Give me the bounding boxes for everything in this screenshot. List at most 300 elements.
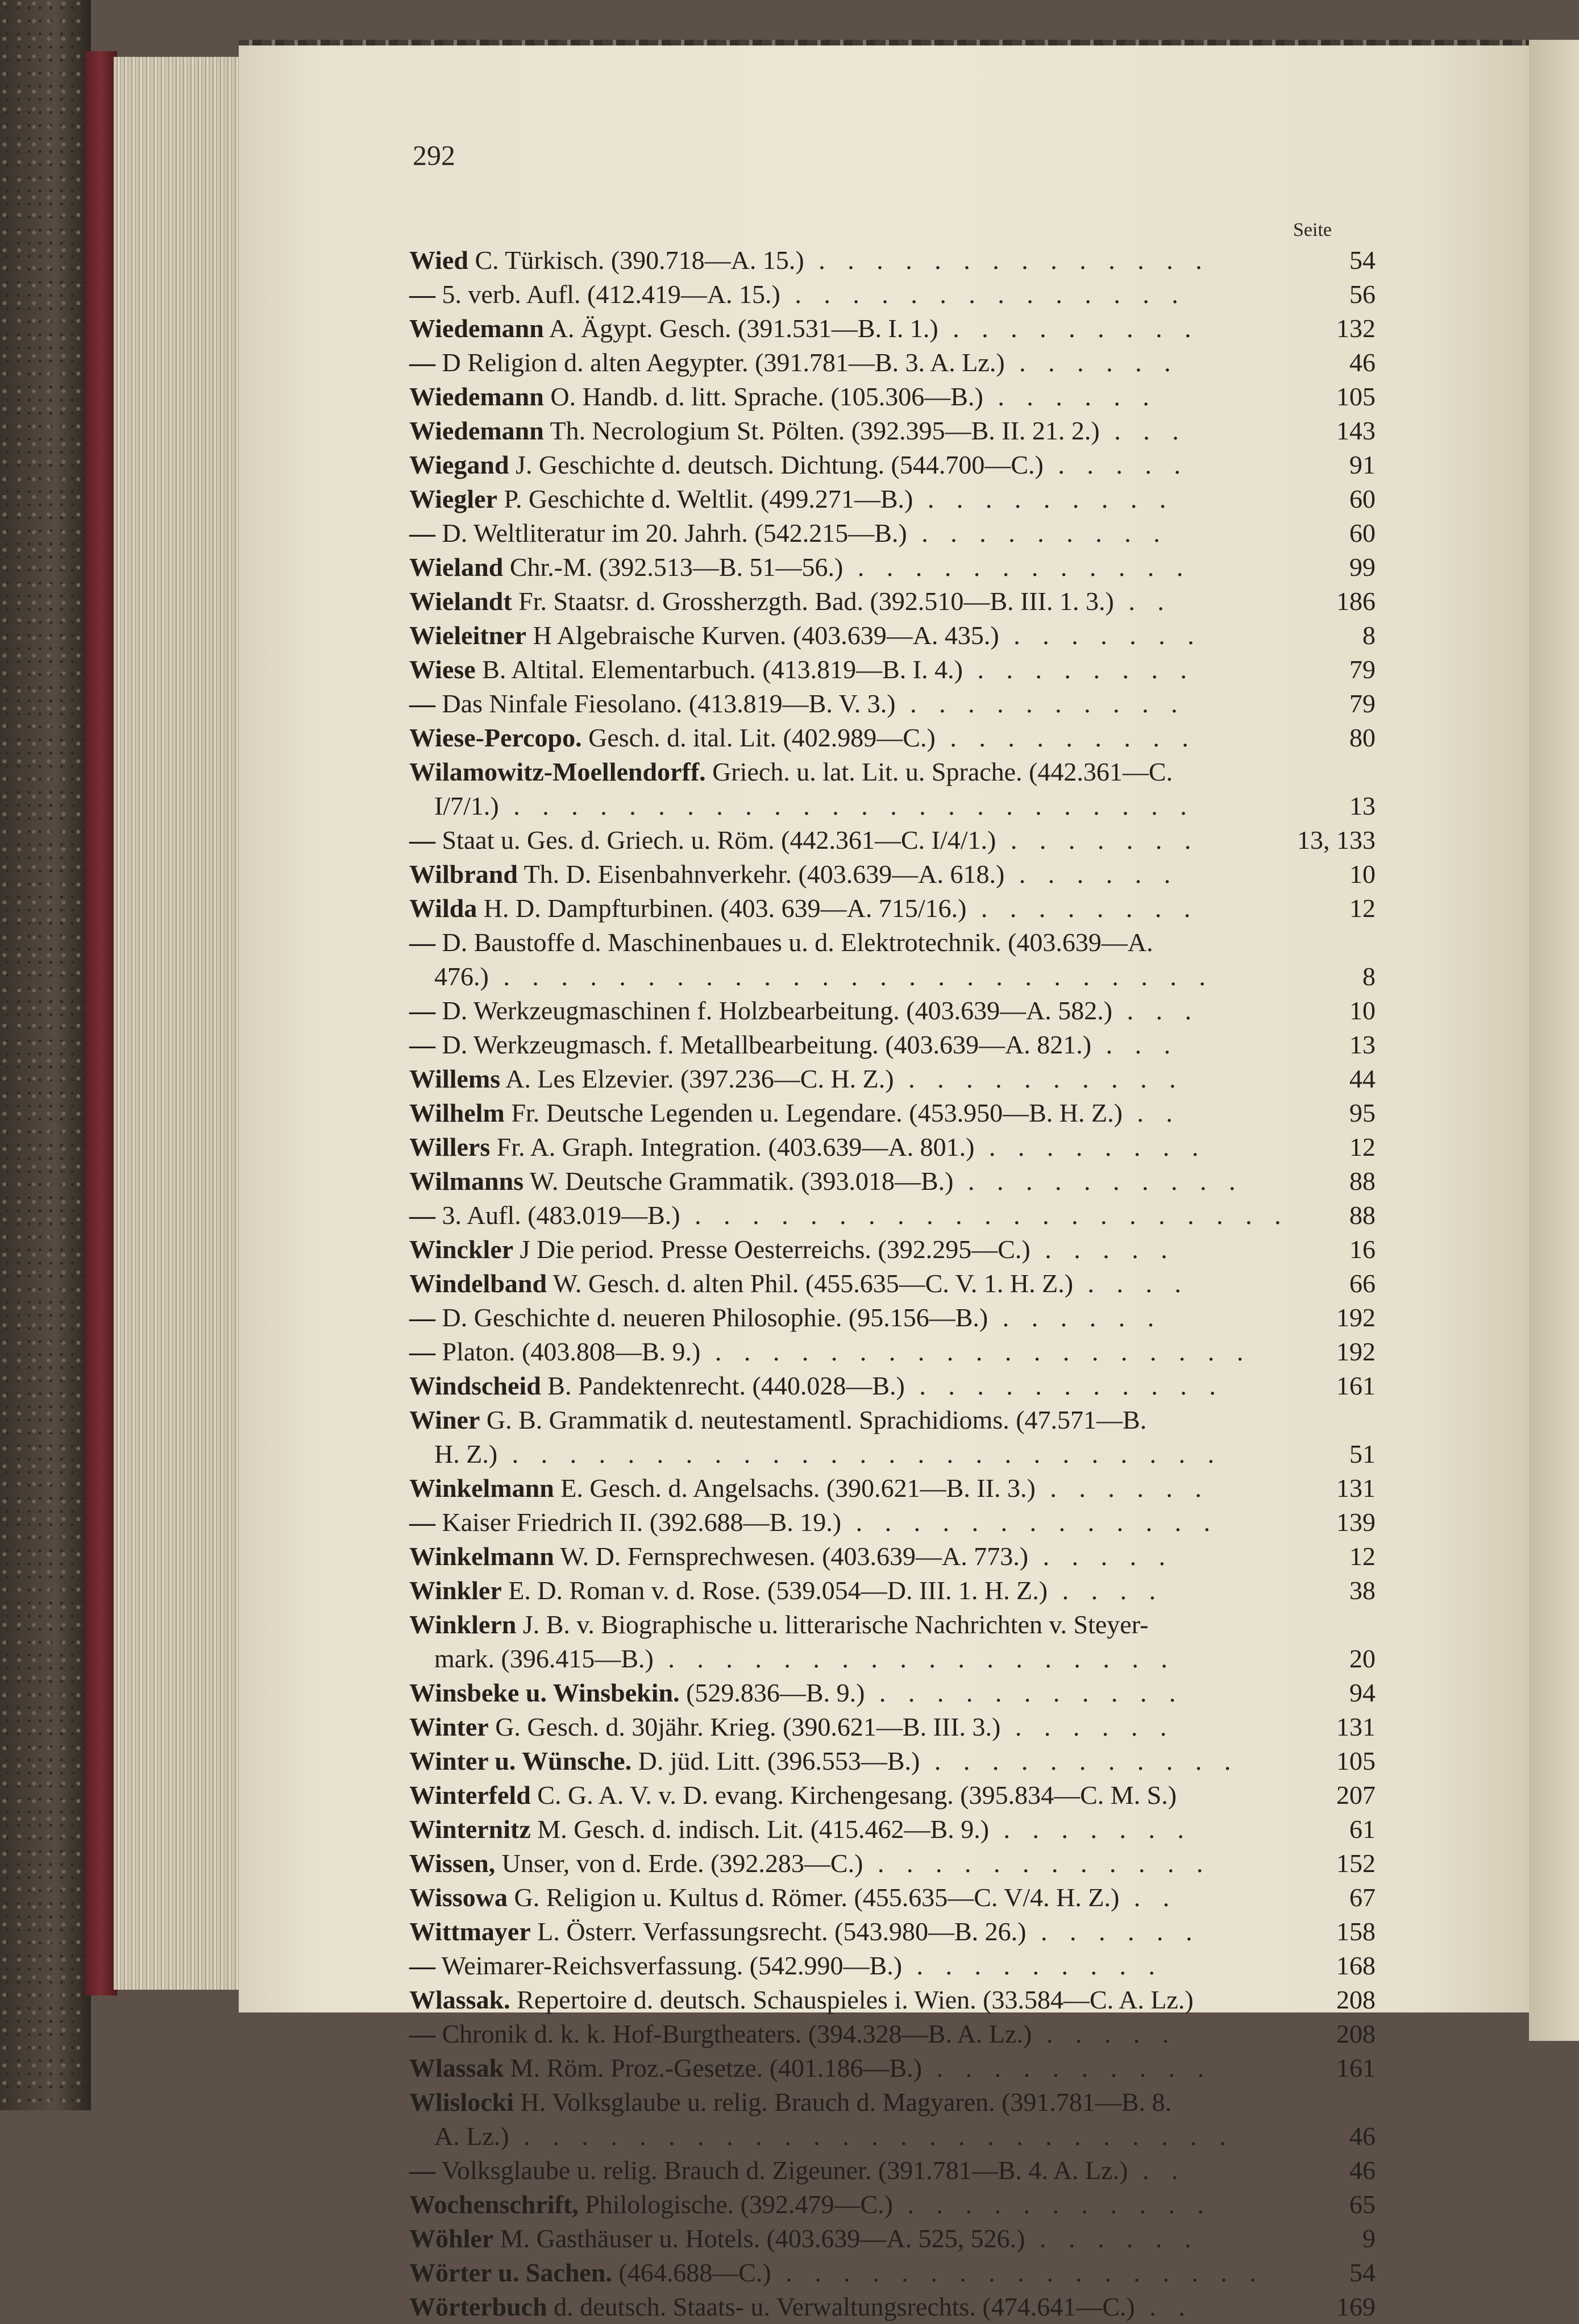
index-entry: [409, 1403, 1376, 1471]
entry-headword: —: [409, 928, 435, 957]
entry-title: C. Türkisch. (390.718—A. 15.): [468, 246, 804, 275]
index-entry: [409, 550, 1376, 584]
entry-headword: Wörterbuch: [409, 2292, 547, 2321]
entry-text: [409, 482, 1174, 516]
entry-text: [409, 653, 1195, 687]
entry-headword: —: [409, 1201, 435, 1230]
entry-text: [409, 1915, 1200, 1949]
entry-text: [409, 1130, 1206, 1164]
index-entry: [409, 1710, 1376, 1744]
entry-page-number: 99: [1349, 553, 1376, 582]
entry-text: [409, 1471, 1210, 1505]
index-entry: [409, 380, 1376, 414]
leader-dots: . . . . . . . . . . .: [904, 1371, 1224, 1400]
entry-headword: —: [409, 1337, 435, 1366]
entry-headword: Wiegand: [409, 450, 509, 479]
entry-title: G. Religion u. Kultus d. Römer. (455.635—C. V/4. H. Z.): [507, 1883, 1120, 1912]
entry-page-number: 13: [1349, 1030, 1376, 1059]
entry-page-number: 46: [1349, 2156, 1376, 2185]
entry-headword: Wiedemann: [409, 382, 544, 411]
leader-dots: . . .: [1091, 1030, 1179, 1059]
entry-title: Chronik d. k. k. Hof-Burgtheaters. (394.328—B. A. Lz.): [435, 2019, 1032, 2048]
entry-headword: Willems: [409, 1064, 501, 1093]
entry-title: M. Röm. Proz.-Gesetze. (401.186—B.): [504, 2053, 923, 2082]
leader-dots: . . . . . . . . . . . . . .: [804, 246, 1210, 275]
entry-title: W. D. Fernsprechwesen. (403.639—A. 773.): [554, 1542, 1029, 1571]
entry-title: Griech. u. lat. Lit. u. Sprache. (442.361—C.: [705, 757, 1173, 786]
entry-headword: Wiese-Percopo.: [409, 723, 582, 752]
index-entry: [409, 1096, 1376, 1130]
entry-continuation: [434, 960, 1214, 994]
entry-title: M. Gasthäuser u. Hotels. (403.639—A. 525, 526.): [493, 2224, 1025, 2253]
index-entry: [409, 755, 1376, 823]
book-binding: [85, 51, 117, 1995]
entry-text: [409, 550, 1191, 584]
entry-headword: —: [409, 280, 435, 309]
index-entry: [409, 2153, 1376, 2188]
entry-page-number: 12: [1349, 894, 1376, 923]
entry-text: [409, 1949, 1163, 1983]
entry-headword: —: [409, 1508, 435, 1537]
entry-title: Unser, von d. Erde. (392.283—C.): [495, 1849, 863, 1878]
leader-dots: . . . . . . . . . .: [895, 689, 1186, 718]
entry-page-number: 13: [1349, 791, 1376, 820]
index-entry: [409, 2051, 1376, 2085]
leader-dots: . . . . . . . . .: [902, 1951, 1164, 1980]
entry-title: Th. Necrologium St. Pölten. (392.395—B. II. 21. 2.): [543, 416, 1100, 445]
entry-page-number: 152: [1336, 1849, 1376, 1878]
index-entry: [409, 1846, 1376, 1881]
index-entry: [409, 2188, 1376, 2222]
entry-text: [409, 687, 1186, 721]
entry-page-number: 88: [1349, 1201, 1376, 1230]
index-entry: [409, 2290, 1376, 2324]
entry-text: [409, 1846, 1211, 1881]
entry-headword: Windelband: [409, 1269, 547, 1298]
entry-page-number: 207: [1336, 1781, 1376, 1810]
entry-title: D. Werkzeugmaschinen f. Holzbearbeitung. (403.639—A. 582.): [435, 996, 1113, 1025]
entry-title: (529.836—B. 9.): [679, 1678, 865, 1707]
leader-dots: . . . . . . . . .: [907, 518, 1168, 547]
leader-dots: . . . . . . . .: [962, 655, 1195, 684]
index-entry: [409, 891, 1376, 926]
index-entry: [409, 1369, 1376, 1403]
entry-continuation: [434, 2119, 1234, 2153]
entry-text: [409, 891, 1198, 926]
entry-text: [409, 2085, 1171, 2119]
entry-page-number: 20: [1349, 1644, 1376, 1673]
entry-headword: Winkler: [409, 1576, 502, 1605]
index-entry: [409, 2017, 1376, 2051]
entry-page-number: 131: [1336, 1712, 1376, 1741]
leader-dots: . . . . . .: [1026, 1917, 1200, 1946]
page-number: 292: [413, 139, 455, 171]
entry-headword: Wiegler: [409, 484, 497, 513]
index-entry: [409, 1574, 1376, 1608]
entry-text: [409, 312, 1199, 346]
leader-dots: . . . . . . .: [999, 621, 1202, 650]
entry-continuation: [434, 1642, 1175, 1676]
leader-dots: . . .: [1099, 416, 1187, 445]
entry-text: [409, 1539, 1173, 1574]
leader-dots: . . . . . . . . . . . . . . . . . . . . .: [680, 1201, 1289, 1230]
entry-page-number: 105: [1336, 1746, 1376, 1775]
leader-dots: . . . . . . . . . . . . . . . . . . .: [700, 1337, 1252, 1366]
index-entry: [409, 2222, 1376, 2256]
entry-text: [409, 755, 1173, 789]
entry-headword: Winterfeld: [409, 1781, 531, 1810]
leader-dots: . . . . . .: [983, 382, 1157, 411]
entry-page-number: 168: [1336, 1951, 1376, 1980]
leader-dots: . . . . . . . . . .: [894, 1064, 1184, 1093]
entry-text: [409, 584, 1172, 619]
leader-dots: . .: [1113, 587, 1172, 616]
entry-title: E. Gesch. d. Angelsachs. (390.621—B. II. 3.): [554, 1474, 1036, 1503]
index-entry: [409, 277, 1376, 312]
entry-text: [409, 2153, 1186, 2188]
entry-title: Volksglaube u. relig. Brauch d. Zigeuner. (391.781—B. 4. A. Lz.): [435, 2156, 1128, 2185]
entry-page-number: 95: [1349, 1098, 1376, 1127]
entry-title: O. Handb. d. litt. Sprache. (105.306—B.): [543, 382, 983, 411]
entry-page-number: 12: [1349, 1542, 1376, 1571]
entry-text: [409, 346, 1179, 380]
leader-dots: . . . . . . . . . .: [922, 2053, 1212, 2082]
entry-text: [409, 414, 1187, 448]
entry-headword: Wlassak: [409, 2053, 504, 2082]
leader-dots: . . . . . .: [1004, 860, 1179, 889]
leader-dots: . . . . .: [1032, 2019, 1177, 2048]
entry-headword: Winternitz: [409, 1815, 531, 1844]
leader-dots: . . . . . . . . . . . .: [863, 1849, 1211, 1878]
entry-headword: Winkelmann: [409, 1474, 554, 1503]
entry-title: D. Weltliteratur im 20. Jahrh. (542.215—B.): [435, 518, 907, 547]
index-entry: [409, 1198, 1376, 1232]
entry-headword: —: [409, 518, 435, 547]
entry-title: Kaiser Friedrich II. (392.688—B. 19.): [435, 1508, 842, 1537]
index-entry: [409, 1335, 1376, 1369]
entry-headword: —: [409, 996, 435, 1025]
index-entry: [409, 1676, 1376, 1710]
entry-title: Repertoire d. deutsch. Schauspieles i. Wien. (33.584—C. A. Lz.): [510, 1985, 1194, 2014]
index-entry: [409, 516, 1376, 550]
entry-title: B. Pandektenrecht. (440.028—B.): [541, 1371, 905, 1400]
index-entry: [409, 1983, 1376, 2017]
entry-headword: —: [409, 1030, 435, 1059]
leader-dots: . . . . . . . . .: [938, 314, 1199, 343]
entry-headword: —: [409, 1303, 435, 1332]
entry-text: [409, 1164, 1243, 1198]
entry-title: G. B. Grammatik d. neutestamentl. Sprachidioms. (47.571—B.: [480, 1405, 1147, 1434]
entry-continuation: [434, 1437, 1222, 1471]
index-entry: [409, 243, 1376, 277]
entry-text: [409, 1574, 1164, 1608]
entry-page-number: 44: [1349, 1064, 1376, 1093]
book-cover-board: [0, 0, 91, 2110]
entry-text: [409, 823, 1199, 857]
entry-title: W. Gesch. d. alten Phil. (455.635—C. V. 1. H. Z.): [547, 1269, 1074, 1298]
entry-page-number: 158: [1336, 1917, 1376, 1946]
leader-dots: . . . . . . . . .: [935, 723, 1196, 752]
entry-page-number: 161: [1336, 1371, 1376, 1400]
entry-title: C. G. A. V. v. D. evang. Kirchengesang. (395.834—C. M. S.): [530, 1781, 1177, 1810]
leader-dots: . . . . . .: [1035, 1474, 1210, 1503]
entry-page-number: 186: [1336, 587, 1376, 616]
entry-text: [409, 1710, 1174, 1744]
entry-page-number: 8: [1362, 621, 1376, 650]
entry-title: Staat u. Ges. d. Griech. u. Röm. (442.361—C. I/4/1.): [435, 825, 996, 854]
entry-page-number: 54: [1349, 2258, 1376, 2287]
entry-title: Weimarer-Reichsverfassung. (542.990—B.): [435, 1951, 903, 1980]
entry-title: Fr. A. Graph. Integration. (403.639—A. 801.): [490, 1132, 975, 1161]
leader-dots: . . . .: [1073, 1269, 1190, 1298]
index-entry: [409, 687, 1376, 721]
entry-text: [409, 1505, 1218, 1539]
index-entry: [409, 1062, 1376, 1096]
entry-title: D. Baustoffe d. Maschinenbaues u. d. Elektrotechnik. (403.639—A.: [435, 928, 1153, 957]
entry-text: [409, 1881, 1177, 1915]
entry-text: [409, 1778, 1177, 1812]
index-entry: [409, 1744, 1376, 1778]
entry-headword: Wissowa: [409, 1883, 508, 1912]
entry-page-number: 139: [1336, 1508, 1376, 1537]
entry-page-number: 13, 133: [1297, 825, 1376, 854]
entry-continuation-text: 476.): [434, 962, 489, 991]
entry-text: [409, 2017, 1177, 2051]
entry-title: Das Ninfale Fiesolano. (413.819—B. V. 3.): [435, 689, 896, 718]
index-entry: [409, 653, 1376, 687]
entry-text: [409, 1267, 1189, 1301]
entry-headword: Wlislocki: [409, 2088, 514, 2116]
entry-text: [409, 1028, 1178, 1062]
entry-page-number: 10: [1349, 996, 1376, 1025]
entry-page-number: 65: [1349, 2190, 1376, 2219]
entry-text: [409, 1369, 1224, 1403]
leader-dots: . . . . . . . . . . .: [920, 1746, 1239, 1775]
entry-page-number: 51: [1349, 1439, 1376, 1468]
index-entry: [409, 823, 1376, 857]
entry-page-number: 60: [1349, 484, 1376, 513]
entry-text: [409, 721, 1196, 755]
index-entry: [409, 414, 1376, 448]
leader-dots: . . . . . . . . . . . . . . . . . . . . . . . . .: [509, 2122, 1234, 2151]
leader-dots: . . . . . . . . . . . . . . . . . . . . . . . .: [498, 791, 1195, 820]
leader-dots: . . . . . . . . . .: [953, 1167, 1244, 1196]
index-entry: [409, 482, 1376, 516]
index-entry: [409, 1267, 1376, 1301]
entry-headword: Winter u. Wünsche.: [409, 1746, 632, 1775]
entry-page-number: 16: [1349, 1235, 1376, 1264]
entry-page-number: 208: [1336, 2019, 1376, 2048]
entry-title: E. D. Roman v. d. Rose. (539.054—D. III. 1. H. Z.): [501, 1576, 1048, 1605]
leader-dots: . .: [1122, 1098, 1181, 1127]
index-entry: [409, 584, 1376, 619]
entry-text: [409, 857, 1178, 891]
entry-title: B. Altital. Elementarbuch. (413.819—B. I. 4.): [475, 655, 963, 684]
leader-dots: . . . . . . . . . . . . . . . . .: [771, 2258, 1264, 2287]
entry-text: [409, 2222, 1199, 2256]
leader-dots: . . . . . . . . . . . . .: [841, 1508, 1219, 1537]
entry-text: [409, 1198, 1289, 1232]
index-entry: [409, 1812, 1376, 1846]
entry-page-number: 12: [1349, 1132, 1376, 1161]
entry-continuation-text: A. Lz.): [434, 2122, 509, 2151]
entry-page-number: 91: [1349, 450, 1376, 479]
entry-page-number: 88: [1349, 1167, 1376, 1196]
entry-headword: Winsbeke u. Winsbekin.: [409, 1678, 680, 1707]
entry-text: [409, 1676, 1183, 1710]
index-entry: [409, 857, 1376, 891]
leader-dots: . . . . . . . . . . . . . . . . . .: [653, 1644, 1175, 1673]
entry-text: [409, 1335, 1251, 1369]
entry-headword: Wiedemann: [409, 314, 544, 343]
entry-text: [409, 516, 1168, 550]
entry-headword: Wilhelm: [409, 1098, 505, 1127]
entry-headword: Wieleitner: [409, 621, 527, 650]
entry-headword: —: [409, 825, 435, 854]
entry-continuation-text: I/7/1.): [434, 791, 499, 820]
entry-headword: —: [409, 2019, 435, 2048]
entry-headword: Wissen,: [409, 1849, 496, 1878]
entry-page-number: 54: [1349, 246, 1376, 275]
leader-dots: . .: [1128, 2156, 1186, 2185]
leader-dots: . . . . . . . . .: [913, 484, 1174, 513]
index-entry: [409, 1915, 1376, 1949]
entry-page-number: 79: [1349, 655, 1376, 684]
entry-title: M. Gesch. d. indisch. Lit. (415.462—B. 9.): [530, 1815, 990, 1844]
leader-dots: . . . . . .: [1025, 2224, 1199, 2253]
index-entry: [409, 1301, 1376, 1335]
index-entry: [409, 1471, 1376, 1505]
entry-title: Gesch. d. ital. Lit. (402.989—C.): [581, 723, 936, 752]
entry-headword: Wied: [409, 246, 468, 275]
entry-page-number: 56: [1349, 280, 1376, 309]
leader-dots: . . . . . . . . . . .: [892, 2190, 1212, 2219]
entry-headword: Wieland: [409, 553, 504, 582]
entry-continuation: [434, 789, 1195, 823]
entry-text: [409, 1232, 1175, 1267]
index-entry: [409, 1130, 1376, 1164]
entry-page-number: 208: [1336, 1985, 1376, 2014]
entry-title: J Die period. Presse Oesterreichs. (392.295—C.): [513, 1235, 1030, 1264]
index-entry: [409, 1608, 1376, 1676]
entry-page-number: 46: [1349, 348, 1376, 377]
entry-page-number: 66: [1349, 1269, 1376, 1298]
entry-headword: Wilda: [409, 894, 477, 923]
index-entry: [409, 619, 1376, 653]
entry-text: [409, 1812, 1192, 1846]
index-entry: [409, 1778, 1376, 1812]
entry-page-number: 8: [1362, 962, 1376, 991]
entry-title: Platon. (403.808—B. 9.): [435, 1337, 701, 1366]
entry-title: H Algebraische Kurven. (403.639—A. 435.): [526, 621, 999, 650]
entry-title: Philologische. (392.479—C.): [578, 2190, 893, 2219]
entry-title: 3. Aufl. (483.019—B.): [435, 1201, 680, 1230]
entry-title: Fr. Deutsche Legenden u. Legendare. (453.950—B. H. Z.): [504, 1098, 1123, 1127]
entry-headword: Winer: [409, 1405, 480, 1434]
leader-dots: . . . . .: [1043, 450, 1189, 479]
facing-page-edge: [1529, 40, 1579, 2041]
entry-title: A. Les Elzevier. (397.236—C. H. Z.): [500, 1064, 894, 1093]
entry-headword: —: [409, 689, 435, 718]
entry-text: [409, 380, 1157, 414]
entry-page-number: 132: [1336, 314, 1376, 343]
entry-text: [409, 2256, 1264, 2290]
entry-title: H. D. Dampfturbinen. (403. 639—A. 715/16.): [477, 894, 967, 923]
entry-text: [409, 448, 1189, 482]
entry-title: A. Ägypt. Gesch. (391.531—B. I. 1.): [543, 314, 938, 343]
entry-headword: Wilbrand: [409, 860, 518, 889]
entry-text: [409, 926, 1153, 960]
index-entry: [409, 994, 1376, 1028]
entry-page-number: 161: [1336, 2053, 1376, 2082]
entry-text: [409, 1062, 1184, 1096]
index-entry: [409, 1164, 1376, 1198]
entry-title: 5. verb. Aufl. (412.419—A. 15.): [435, 280, 780, 309]
entry-title: D. Werkzeugmasch. f. Metallbearbeitung. (403.639—A. 821.): [435, 1030, 1092, 1059]
entry-text: [409, 1403, 1146, 1437]
entry-text: [409, 1744, 1239, 1778]
entry-title: Fr. Staatsr. d. Grossherzgth. Bad. (392.510—B. III. 1. 3.): [512, 587, 1114, 616]
index-entry: [409, 1949, 1376, 1983]
entry-page-number: 192: [1336, 1303, 1376, 1332]
index-entry: [409, 2256, 1376, 2290]
entry-headword: Wielandt: [409, 587, 512, 616]
entry-headword: Windscheid: [409, 1371, 541, 1400]
entry-text: [409, 1301, 1162, 1335]
entry-headword: —: [409, 2156, 435, 2185]
entry-page-number: 131: [1336, 1474, 1376, 1503]
entry-headword: Wochenschrift,: [409, 2190, 579, 2219]
entry-headword: Winklern: [409, 1610, 517, 1639]
entry-continuation-text: H. Z.): [434, 1439, 498, 1468]
leader-dots: . . . . . .: [1000, 1712, 1175, 1741]
entry-headword: Wilamowitz-Moellendorff.: [409, 757, 706, 786]
leader-dots: . . . . . . .: [989, 1815, 1192, 1844]
entry-title: D Religion d. alten Aegypter. (391.781—B. 3. A. Lz.): [435, 348, 1005, 377]
index-entry: [409, 1232, 1376, 1267]
entry-page-number: 10: [1349, 860, 1376, 889]
entry-title: Chr.-M. (392.513—B. 51—56.): [503, 553, 843, 582]
leader-dots: . . . . . .: [988, 1303, 1162, 1332]
entry-page-number: 143: [1336, 416, 1376, 445]
entry-title: D. Geschichte d. neueren Philosophie. (95.156—B.): [435, 1303, 988, 1332]
index-entry: [409, 926, 1376, 994]
entry-title: D. jüd. Litt. (396.553—B.): [631, 1746, 920, 1775]
entry-title: Th. D. Eisenbahnverkehr. (403.639—A. 618.): [517, 860, 1005, 889]
page-edges: [114, 57, 244, 1990]
leader-dots: . . . .: [1048, 1576, 1164, 1605]
entry-title: L. Österr. Verfassungsrecht. (543.980—B. 26.): [530, 1917, 1027, 1946]
entry-text: [409, 1096, 1181, 1130]
entry-page-number: 38: [1349, 1576, 1376, 1605]
entry-title: J. Geschichte d. deutsch. Dichtung. (544.700—C.): [509, 450, 1044, 479]
entry-headword: Winkelmann: [409, 1542, 554, 1571]
index-entry: [409, 1881, 1376, 1915]
entry-title: H. Volksglaube u. relig. Brauch d. Magyaren. (391.781—B. 8.: [514, 2088, 1172, 2116]
entry-headword: Wiese: [409, 655, 476, 684]
leader-dots: . . . . .: [1030, 1235, 1175, 1264]
index-entry: [409, 1539, 1376, 1574]
entry-page-number: 79: [1349, 689, 1376, 718]
index-entry: [409, 312, 1376, 346]
entry-page-number: 61: [1349, 1815, 1376, 1844]
index-entry: [409, 1028, 1376, 1062]
entry-headword: Wittmayer: [409, 1917, 531, 1946]
entry-text: [409, 2051, 1212, 2085]
entry-text: [409, 2290, 1193, 2324]
index-entry: [409, 2085, 1376, 2153]
leader-dots: . . . . . . . . . . . .: [843, 553, 1191, 582]
